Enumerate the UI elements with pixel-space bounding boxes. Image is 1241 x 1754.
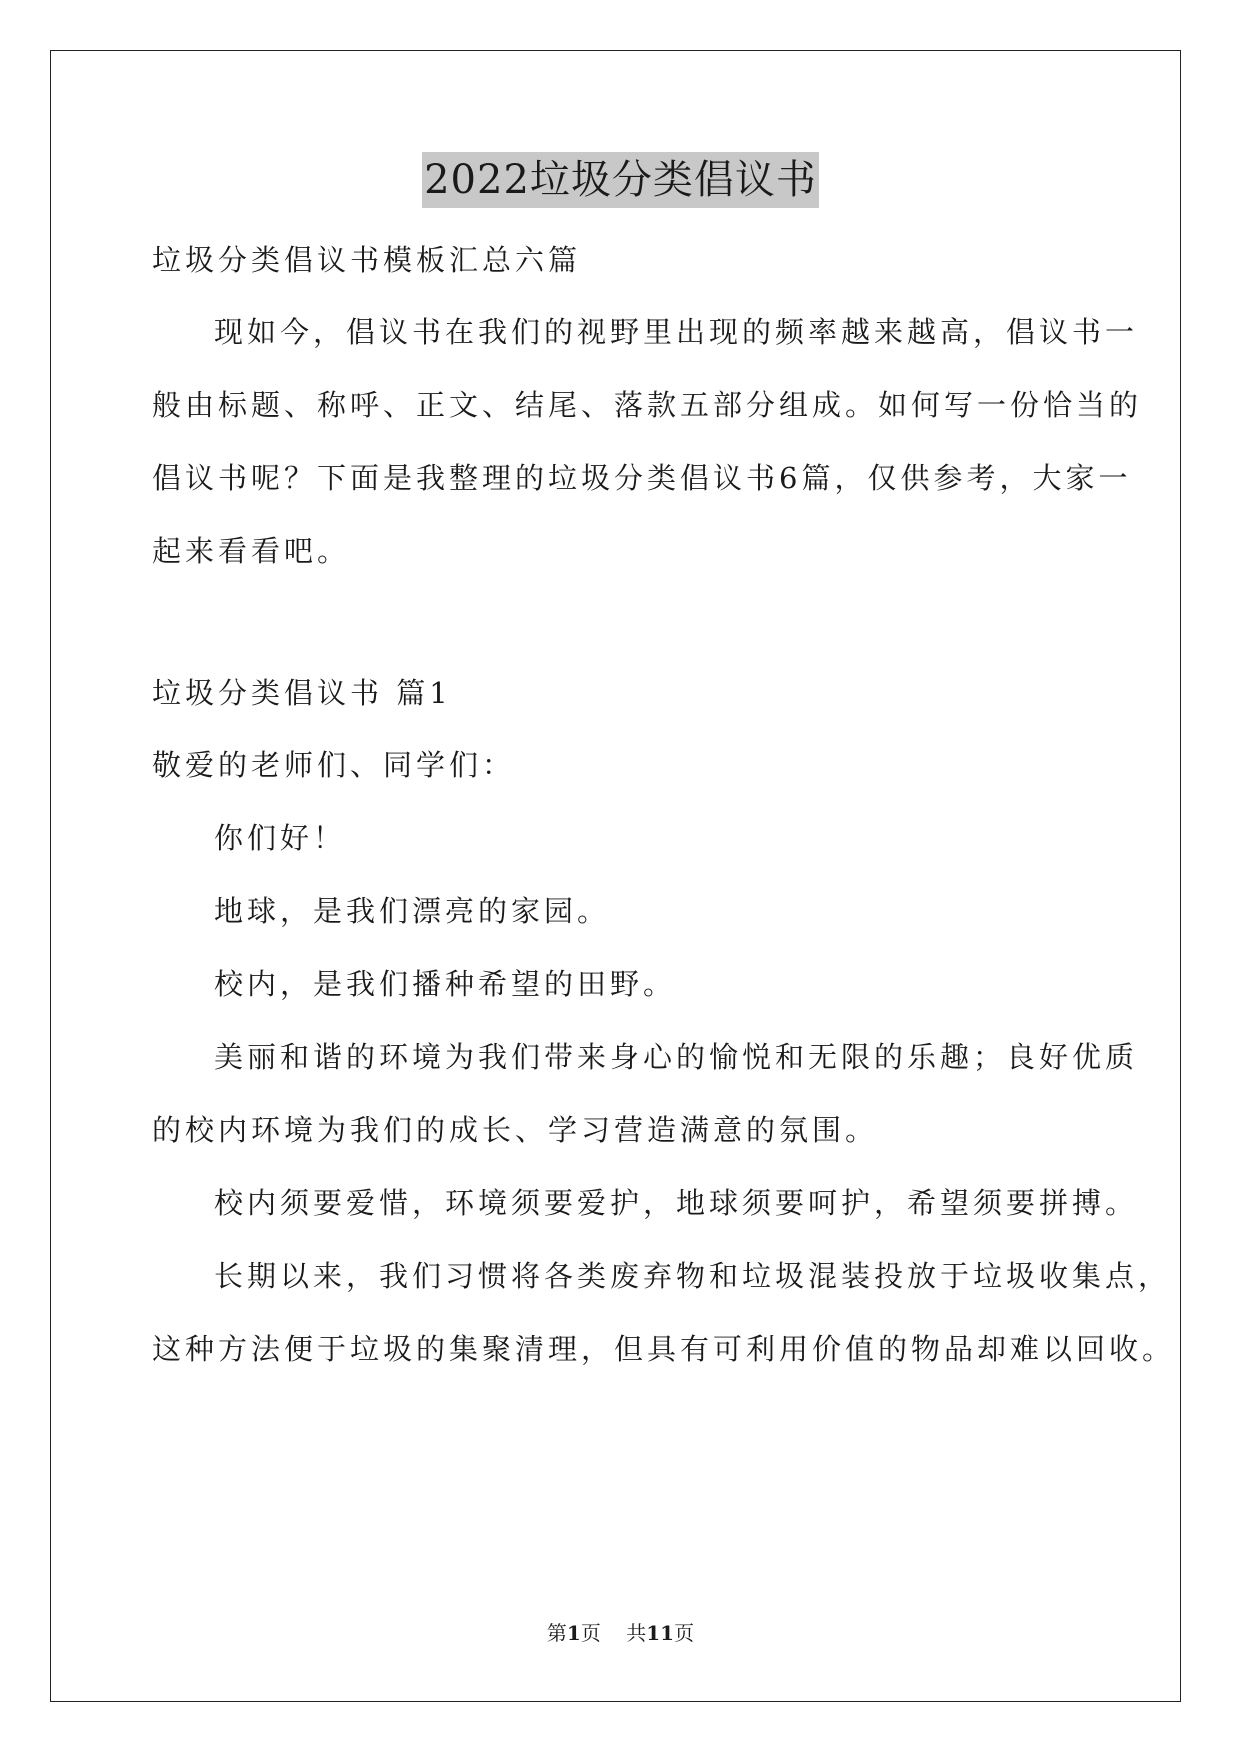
page-total: 11 [646, 1621, 675, 1645]
total-suffix: 页 [674, 1621, 695, 1645]
body-line-7: 长期以来，我们习惯将各类废弃物和垃圾混装投放于垃圾收集点， [214, 1259, 1172, 1293]
body-line-8: 这种方法便于垃圾的集聚清理，但具有可利用价值的物品却难以回收。 [152, 1332, 1176, 1366]
section-heading: 垃圾分类倡议书 篇1 [152, 676, 452, 710]
salutation: 敬爱的老师们、同学们： [152, 748, 516, 782]
document-title: 2022垃圾分类倡议书 [422, 152, 819, 208]
body-line-1: 你们好！ [214, 821, 347, 855]
body-line-4: 美丽和谐的环境为我们带来身心的愉悦和无限的乐趣；良好优质 [214, 1040, 1139, 1074]
page-footer [0, 1620, 1241, 1646]
page-border [50, 50, 1181, 1702]
body-line-5: 的校内环境为我们的成长、学习营造满意的氛围。 [152, 1113, 879, 1147]
page-prefix: 第 [546, 1621, 567, 1645]
body-line-2: 地球，是我们漂亮的家园。 [214, 894, 611, 928]
intro-line-2: 般由标题、称呼、正文、结尾、落款五部分组成。如何写一份恰当的 [152, 388, 1143, 422]
body-line-6: 校内须要爱惜，环境须要爱护，地球须要呵护，希望须要拼搏。 [214, 1186, 1139, 1220]
intro-line-3: 倡议书呢？下面是我整理的垃圾分类倡议书6篇，仅供参考，大家一 [152, 461, 1132, 495]
total-prefix: 共 [626, 1621, 647, 1645]
page-suffix: 页 [580, 1621, 601, 1645]
page-current: 1 [566, 1621, 581, 1645]
body-line-3: 校内，是我们播种希望的田野。 [214, 967, 677, 1001]
intro-line-4: 起来看看吧。 [152, 534, 351, 568]
intro-line-1: 现如今，倡议书在我们的视野里出现的频率越来越高，倡议书一 [214, 315, 1139, 349]
document-subtitle: 垃圾分类倡议书模板汇总六篇 [152, 243, 582, 277]
title-container [0, 152, 1241, 208]
